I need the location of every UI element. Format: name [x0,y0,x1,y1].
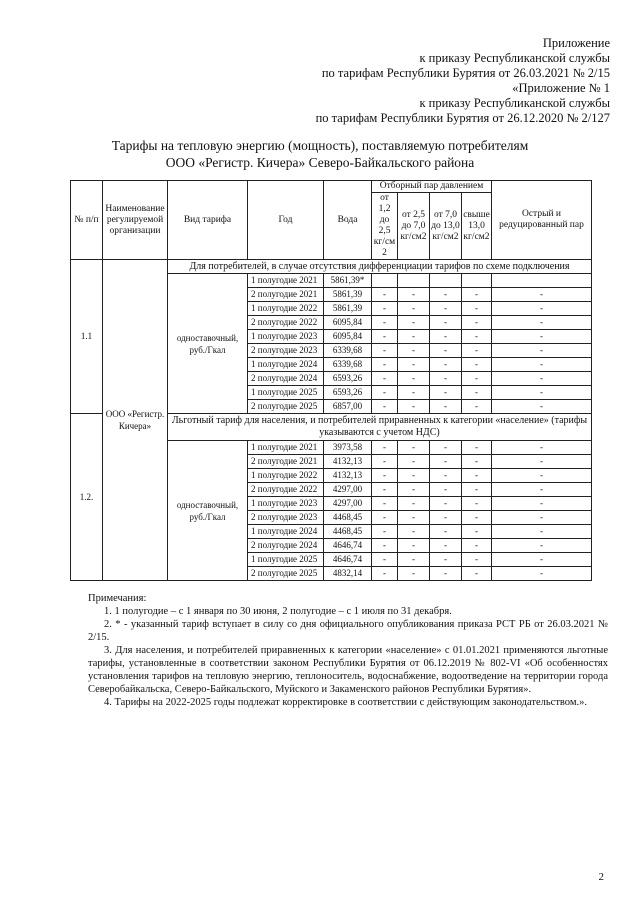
cell-pressure-4: - [462,497,492,511]
cell-water: 4646,74 [324,539,372,553]
cell-pressure-4: - [462,539,492,553]
cell-pressure-2: - [398,288,430,302]
cell-pressure-2: - [398,302,430,316]
cell-pressure-4: - [462,288,492,302]
cell-water: 4468,45 [324,511,372,525]
cell-pressure-2: - [398,386,430,400]
appendix-header [316,36,610,126]
cell-pressure-2: - [398,316,430,330]
cell-pressure-1 [372,274,398,288]
cell-pressure-4: - [462,525,492,539]
cell-pressure-3: - [430,344,462,358]
cell-year: 1 полугодие 2022 [248,469,324,483]
cell-pressure-2: - [398,511,430,525]
cell-pressure-1: - [372,358,398,372]
cell-sharp-steam: - [492,400,592,414]
cell-year: 2 полугодие 2025 [248,400,324,414]
title-line-1: Тарифы на тепловую энергию (мощность), поставляемую потребителям [111,138,529,153]
cell-sharp-steam: - [492,511,592,525]
cell-water: 5861,39* [324,274,372,288]
cell-water: 4646,74 [324,553,372,567]
cell-year: 2 полугодие 2025 [248,567,324,581]
cell-pressure-4: - [462,330,492,344]
header-line: «Приложение № 1 [512,81,610,95]
header-org: Наименование регулируемой организации [103,181,168,260]
cell-sharp-steam: - [492,455,592,469]
cell-water: 6095,84 [324,316,372,330]
cell-water: 4832,14 [324,567,372,581]
header-pressure-1: от 1,2 до 2,5 кг/см 2 [372,193,398,260]
cell-pressure-2 [398,274,430,288]
cell-water: 4468,45 [324,525,372,539]
cell-year: 1 полугодие 2021 [248,274,324,288]
cell-pressure-3: - [430,525,462,539]
cell-year: 2 полугодие 2024 [248,539,324,553]
cell-pressure-3: - [430,539,462,553]
tariff-type: одноставочный, руб./Гкал [168,274,248,414]
cell-pressure-2: - [398,525,430,539]
cell-sharp-steam: - [492,553,592,567]
cell-pressure-1: - [372,539,398,553]
cell-sharp-steam: - [492,358,592,372]
cell-pressure-1: - [372,372,398,386]
cell-water: 5861,39 [324,288,372,302]
cell-year: 1 полугодие 2023 [248,497,324,511]
cell-water: 4132,13 [324,469,372,483]
note-item: 1. 1 полугодие – с 1 января по 30 июня, 2 полугодие – с 1 июля по 31 декабря. [104,606,452,617]
cell-pressure-2: - [398,455,430,469]
header-line: по тарифам Республики Бурятия от 26.12.2020 № 2/127 [315,111,610,125]
header-year: Год [248,181,324,260]
cell-pressure-1: - [372,288,398,302]
header-water: Вода [324,181,372,260]
cell-pressure-2: - [398,372,430,386]
cell-pressure-4: - [462,469,492,483]
cell-pressure-2: - [398,469,430,483]
cell-year: 2 полугодие 2023 [248,511,324,525]
header-line: к приказу Республиканской службы [419,96,610,110]
tariff-type: одноставочный, руб./Гкал [168,441,248,581]
cell-sharp-steam: - [492,483,592,497]
cell-pressure-4: - [462,511,492,525]
cell-pressure-2: - [398,344,430,358]
section-title-row [71,260,592,274]
header-num: № п/п [71,181,103,260]
cell-pressure-4: - [462,455,492,469]
note-item: 3. Для населения, и потребителей приравненных к категории «население» с 01.01.2021 применяются льготные тарифы, установленные в соответствии законом Республики Бурятия от 06.12.2019 № 802-VI «Об особенностях установления тарифов на тепловую энергию, теплоноситель, водоснабжение, водоотведение на территории города Северобайкальска, Северо-Байкальского, Муйского и Закаменского районов Республики Бурятия». [88,645,608,695]
header-line: Приложение [542,36,610,50]
header-pressure-4: свыше 13,0 кг/см2 [462,193,492,260]
cell-pressure-3: - [430,400,462,414]
cell-year: 1 полугодие 2025 [248,553,324,567]
cell-pressure-3: - [430,288,462,302]
cell-year: 2 полугодие 2024 [248,372,324,386]
cell-pressure-4: - [462,567,492,581]
section-number: 1.2. [71,414,103,581]
cell-pressure-3: - [430,330,462,344]
header-sharp-steam: Острый и редуцированный пар [492,181,592,260]
cell-pressure-2: - [398,497,430,511]
cell-pressure-4: - [462,400,492,414]
cell-pressure-2: - [398,400,430,414]
cell-pressure-2: - [398,483,430,497]
tariff-table [70,180,592,581]
cell-water: 6339,68 [324,344,372,358]
cell-pressure-1: - [372,344,398,358]
notes-heading: Примечания: [88,593,147,604]
cell-pressure-1: - [372,567,398,581]
cell-pressure-3: - [430,316,462,330]
cell-pressure-1: - [372,302,398,316]
section-title: Льготный тариф для населения, и потребителей приравненных к категории «население» (тарифы указываются с учетом НДС) [168,414,592,441]
cell-water: 6857,00 [324,400,372,414]
cell-pressure-3: - [430,483,462,497]
cell-pressure-4: - [462,553,492,567]
note-item: 4. Тарифы на 2022-2025 годы подлежат корректировке в соответствии с действующим законодательством.». [104,697,587,708]
cell-sharp-steam: - [492,386,592,400]
org-name: ООО «Регистр. Кичера» [103,260,168,581]
cell-sharp-steam: - [492,288,592,302]
cell-sharp-steam: - [492,372,592,386]
cell-pressure-3: - [430,358,462,372]
cell-sharp-steam: - [492,567,592,581]
cell-pressure-4: - [462,316,492,330]
cell-water: 3973,58 [324,441,372,455]
cell-pressure-4: - [462,344,492,358]
cell-pressure-3: - [430,469,462,483]
cell-year: 2 полугодие 2022 [248,483,324,497]
title-line-2: ООО «Регистр. Кичера» Северо-Байкальского района [165,155,475,170]
cell-pressure-3: - [430,441,462,455]
cell-sharp-steam: - [492,525,592,539]
cell-pressure-3: - [430,386,462,400]
header-tariff-type: Вид тарифа [168,181,248,260]
cell-pressure-1: - [372,455,398,469]
cell-pressure-3: - [430,372,462,386]
cell-pressure-1: - [372,441,398,455]
cell-pressure-4: - [462,386,492,400]
cell-year: 1 полугодие 2025 [248,386,324,400]
cell-pressure-1: - [372,497,398,511]
cell-pressure-3: - [430,302,462,316]
notes [88,592,608,709]
cell-pressure-3: - [430,567,462,581]
cell-sharp-steam: - [492,497,592,511]
document-title [0,137,640,171]
cell-year: 1 полугодие 2023 [248,330,324,344]
cell-pressure-2: - [398,441,430,455]
cell-pressure-3: - [430,511,462,525]
cell-pressure-4: - [462,302,492,316]
cell-pressure-4: - [462,483,492,497]
cell-water: 4132,13 [324,455,372,469]
cell-sharp-steam: - [492,441,592,455]
cell-pressure-1: - [372,400,398,414]
header-steam: Отборный пар давлением [372,181,492,193]
cell-pressure-1: - [372,553,398,567]
note-item: 2. * - указанный тариф вступает в силу со дня официального опубликования приказа РСТ РБ от 26.03.2021 № 2/15. [88,619,608,643]
cell-pressure-1: - [372,386,398,400]
cell-water: 5861,39 [324,302,372,316]
cell-sharp-steam [492,274,592,288]
cell-pressure-2: - [398,330,430,344]
cell-year: 2 полугодие 2021 [248,455,324,469]
cell-pressure-1: - [372,483,398,497]
cell-pressure-1: - [372,330,398,344]
cell-year: 2 полугодие 2022 [248,316,324,330]
cell-sharp-steam: - [492,330,592,344]
cell-sharp-steam: - [492,344,592,358]
header-line: к приказу Республиканской службы [419,51,610,65]
cell-pressure-2: - [398,553,430,567]
cell-year: 1 полугодие 2022 [248,302,324,316]
cell-pressure-3: - [430,497,462,511]
cell-pressure-1: - [372,525,398,539]
cell-pressure-4: - [462,372,492,386]
cell-water: 4297,00 [324,497,372,511]
cell-pressure-4: - [462,441,492,455]
header-pressure-2: от 2,5 до 7,0 кг/см2 [398,193,430,260]
cell-pressure-3 [430,274,462,288]
cell-pressure-1: - [372,511,398,525]
cell-pressure-1: - [372,469,398,483]
cell-sharp-steam: - [492,539,592,553]
cell-sharp-steam: - [492,469,592,483]
header-line: по тарифам Республики Бурятия от 26.03.2021 № 2/15 [321,66,610,80]
page-number: 2 [598,871,604,883]
cell-pressure-4 [462,274,492,288]
cell-water: 6593,26 [324,372,372,386]
section-title: Для потребителей, в случае отсутствия дифференциации тарифов по схеме подключения [168,260,592,274]
cell-year: 2 полугодие 2023 [248,344,324,358]
cell-pressure-3: - [430,553,462,567]
section-number: 1.1 [71,260,103,414]
cell-water: 6593,26 [324,386,372,400]
cell-pressure-2: - [398,358,430,372]
cell-pressure-1: - [372,316,398,330]
cell-year: 1 полугодие 2024 [248,525,324,539]
cell-year: 2 полугодие 2021 [248,288,324,302]
cell-water: 6339,68 [324,358,372,372]
cell-pressure-3: - [430,455,462,469]
cell-water: 6095,84 [324,330,372,344]
cell-year: 1 полугодие 2024 [248,358,324,372]
cell-pressure-2: - [398,567,430,581]
cell-sharp-steam: - [492,316,592,330]
header-pressure-3: от 7,0 до 13,0 кг/см2 [430,193,462,260]
cell-water: 4297,00 [324,483,372,497]
cell-pressure-4: - [462,358,492,372]
cell-year: 1 полугодие 2021 [248,441,324,455]
cell-sharp-steam: - [492,302,592,316]
cell-pressure-2: - [398,539,430,553]
